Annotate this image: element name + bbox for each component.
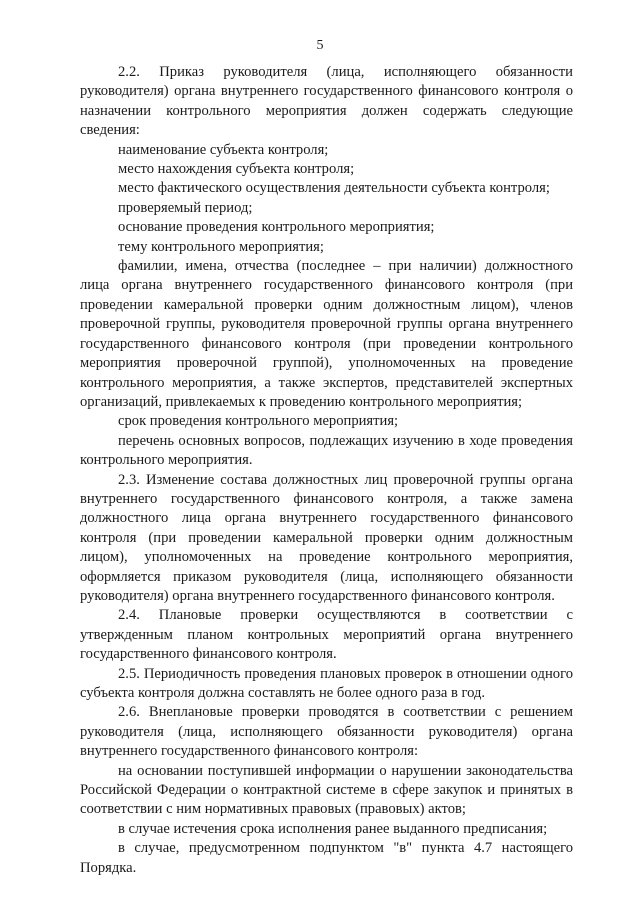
list-item: тему контрольного мероприятия;: [118, 238, 324, 255]
list-item: фамилии, имена, отчества (последнее – при наличии) должностного лица органа внутреннего государственного финансового контроля (при проведении камеральной проверки одним должностным лицом), членов проверочной группы, руководителя проверочной группы органа внутреннего государственного финансового контроля (при проведении контрольного мероприятия проверочной группой), уполномоченных на проведение контрольного мероприятия, а также экспертов, представителей экспертных организаций, привлекаемых к проведению контрольного мероприятия;: [80, 258, 573, 410]
list-item: проверяемый период;: [118, 199, 253, 216]
list-item: в случае, предусмотренном подпунктом "в" пункта 4.7 настоящего Порядка.: [80, 840, 573, 876]
paragraph-2-5: 2.5. Периодичность проведения плановых проверок в отношении одного субъекта контроля должна составлять не более одного раза в год.: [80, 665, 573, 701]
list-item: срок проведения контрольного мероприятия;: [118, 413, 399, 430]
paragraph-2-2: 2.2. Приказ руководителя (лица, исполняющего обязанности руководителя) органа внутреннего государственного финансового контроля о назначении контрольного мероприятия должен содержать следующие сведения:: [80, 64, 573, 139]
list-item: наименование субъекта контроля;: [118, 141, 329, 158]
paragraph-2-4: 2.4. Плановые проверки осуществляются в соответствии с утвержденным планом контрольных мероприятий органа внутреннего государственного финансового контроля.: [80, 607, 573, 663]
list-item: в случае истечения срока исполнения ранее выданного предписания;: [118, 820, 548, 837]
list-item: место фактического осуществления деятельности субъекта контроля;: [118, 180, 550, 197]
paragraph-2-3: 2.3. Изменение состава должностных лиц проверочной группы органа внутреннего государственного финансового контроля, а также замена должностного лица органа внутреннего государственного финансового контроля (при проведении камеральной проверки одним должностным лицом), уполномоченных на проведение контрольного мероприятия, оформляется приказом руководителя (лица, исполняющего обязанности руководителя) органа внутреннего государственного финансового контроля.: [80, 471, 573, 604]
list-item: перечень основных вопросов, подлежащих изучению в ходе проведения контрольного мероприятия.: [80, 432, 573, 469]
list-item: на основании поступившей информации о нарушении законодательства Российской Федерации о контрактной системе в сфере закупок и принятых в соответствии с ним нормативных правовых (правовых) актов;: [80, 762, 573, 818]
page-number: 5: [316, 38, 324, 53]
document-body: [80, 63, 573, 878]
list-item: место нахождения субъекта контроля;: [118, 161, 355, 178]
paragraph-2-6: 2.6. Внеплановые проверки проводятся в соответствии с решением руководителя (лица, исполняющего обязанности руководителя) органа внутреннего государственного финансового контроля:: [80, 704, 573, 760]
list-item: основание проведения контрольного мероприятия;: [118, 219, 435, 236]
